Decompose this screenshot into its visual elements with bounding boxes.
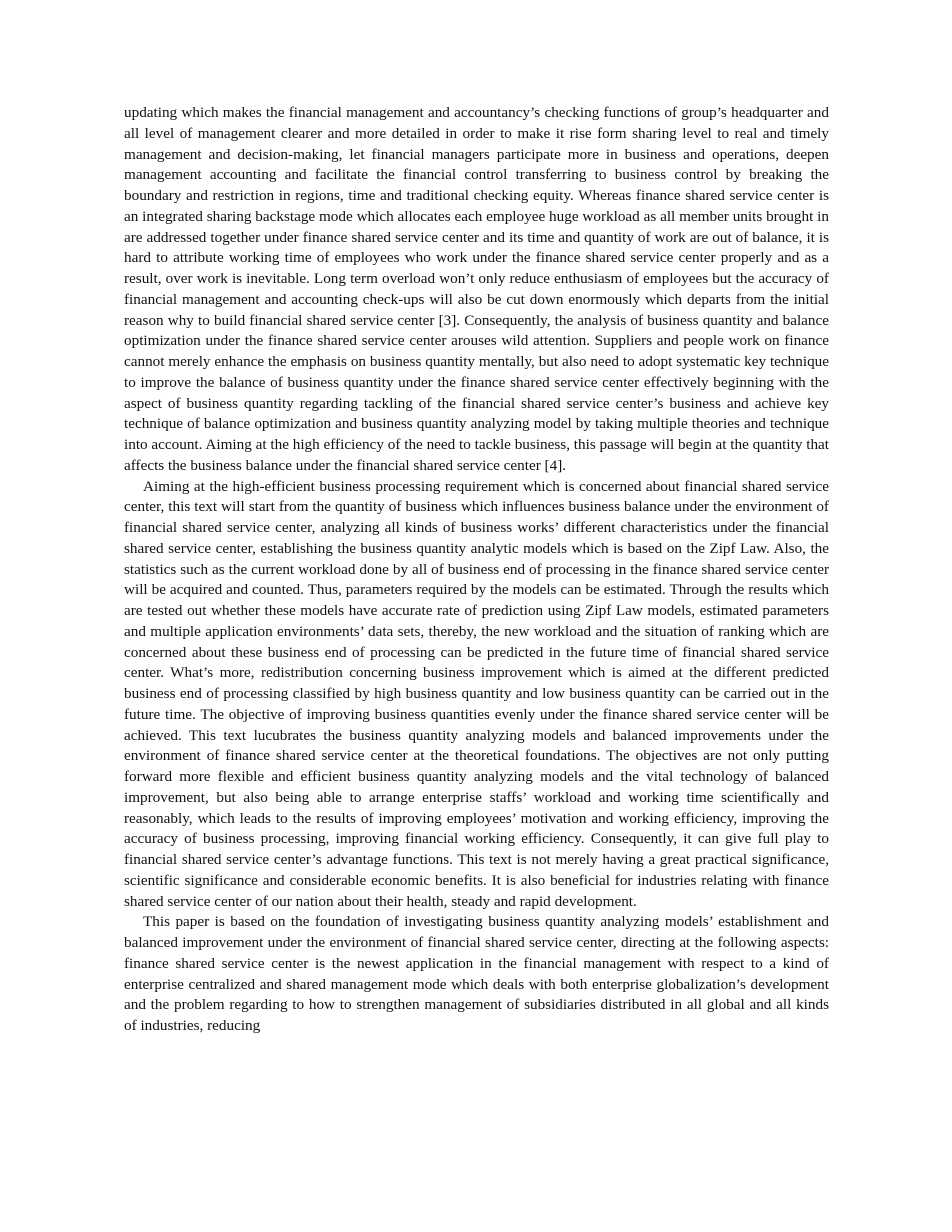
document-page <box>124 103 829 1037</box>
body-paragraph-1: updating which makes the financial management and accountancy’s checking functions of group’s headquarter and all level of management clearer and more detailed in order to make it rise form sharing level to real and timely management and decision-making, let financial managers participate more in business and operations, deepen management accounting and facilitate the financial control transferring to business control by breaking the boundary and restriction in regions, time and traditional checking equity. Whereas finance shared service center is an integrated sharing backstage mode which allocates each employee huge workload as all member units brought in are addressed together under finance shared service center and its time and quantity of work are out of balance, it is hard to attribute working time of employees who work under the finance shared service center properly and as a result, over work is inevitable. Long term overload won’t only reduce enthusiasm of employees but the accuracy of financial management and accounting check-ups will also be cut down enormously which departs from the initial reason why to build financial shared service center [3]. Consequently, the analysis of business quantity and balance optimization under the finance shared service center arouses wild attention. Suppliers and people work on finance cannot merely enhance the emphasis on business quantity mentally, but also need to adopt systematic key technique to improve the balance of business quantity under the finance shared service center effectively beginning with the aspect of business quantity regarding tackling of the financial shared service center’s business and achieve key technique of balance optimization and business quantity analyzing model by taking multiple theories and technique into account. Aiming at the high efficiency of the need to tackle business, this passage will begin at the quantity that affects the business balance under the financial shared service center [4]. <box>124 104 829 474</box>
body-paragraph-3: This paper is based on the foundation of investigating business quantity analyzing models’ establishment and balanced improvement under the environment of financial shared service center, directing at the following aspects: finance shared service center is the newest application in the financial management with respect to a kind of enterprise centralized and shared management mode which deals with both enterprise globalization’s development and the problem regarding to how to strengthen management of subsidiaries distributed in all global and all kinds of industries, reducing <box>124 913 829 1034</box>
body-paragraph-2: Aiming at the high-efficient business processing requirement which is concerned about financial shared service center, this text will start from the quantity of business which influences business balance under the environment of financial shared service center, analyzing all kinds of business works’ different characteristics under the financial shared service center, establishing the business quantity analytic models which is based on the Zipf Law. Also, the statistics such as the current workload done by all of business end of processing in the finance shared service center will be acquired and counted. Thus, parameters required by the models can be estimated. Through the results which are tested out whether these models have accurate rate of prediction using Zipf Law models, estimated parameters and multiple application environments’ data sets, thereby, the new workload and the situation of ranking which are concerned about these business end of processing can be predicted in the future time of financial shared service center. What’s more, redistribution concerning business improvement which is aimed at the different predicted business end of processing classified by high business quantity and low business quantity can be carried out in the future time. The objective of improving business quantities evenly under the finance shared service center will be achieved. This text lucubrates the business quantity analyzing models and balanced improvements under the environment of finance shared service center at the theoretical foundations. The objectives are not only putting forward more flexible and efficient business quantity analyzing models and the vital technology of balanced improvement, but also being able to arrange enterprise staffs’ workload and working time scientifically and reasonably, which leads to the results of improving employees’ motivation and working efficiency, improving the accuracy of business processing, improving financial working efficiency. Consequently, it can give full play to financial shared service center’s advantage functions. This text is not merely having a great practical significance, scientific significance and considerable economic benefits. It is also beneficial for industries relating with finance shared service center of our nation about their health, steady and rapid development. <box>124 477 829 910</box>
